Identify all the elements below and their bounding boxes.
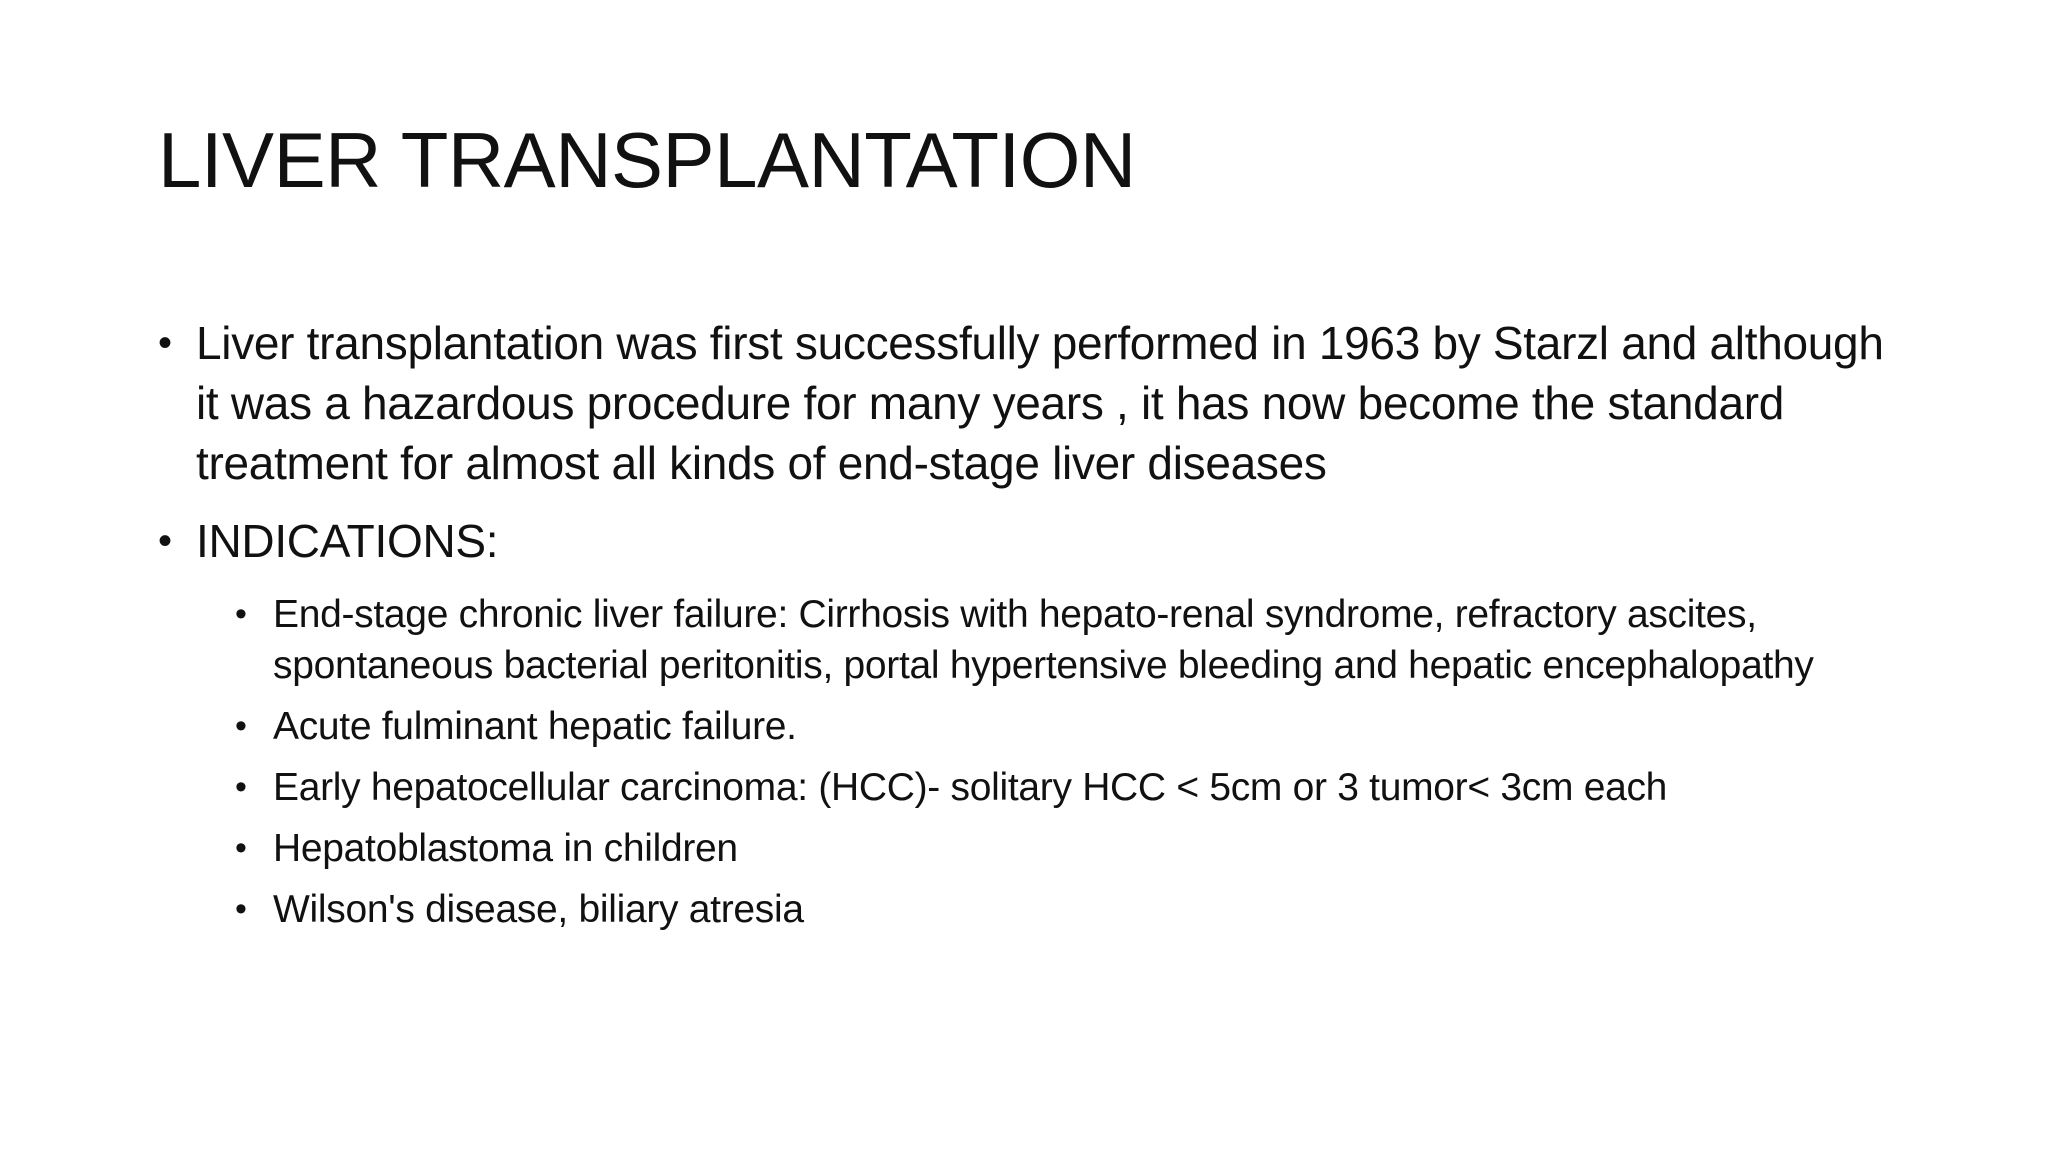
indication-item <box>158 823 1918 874</box>
indication-text: Hepatoblastoma in children <box>273 827 738 870</box>
bullet-dot-icon: • <box>235 829 247 867</box>
indication-item <box>158 884 1918 935</box>
indications-list <box>158 589 1918 935</box>
indication-item <box>158 762 1918 813</box>
bullet-dot-icon: • <box>235 707 247 745</box>
indication-text: Wilson's disease, biliary atresia <box>273 888 804 931</box>
bullet-indications <box>158 511 1918 571</box>
bullet-dot-icon: • <box>235 595 247 633</box>
bullet-text: Liver transplantation was first successfully performed in 1963 by Starzl and although it was a hazardous procedure for many years , it has now become the standard treatment for almost all kinds of end-stage liver diseases <box>196 317 1884 489</box>
indication-item <box>158 701 1918 752</box>
indication-text: End-stage chronic liver failure: Cirrhosis with hepato-renal syndrome, refractory ascites, spontaneous bacterial peritonitis, portal hypertensive bleeding and hepatic encephalopathy <box>273 593 1814 687</box>
bullet-dot-icon: • <box>235 890 247 928</box>
indication-text: Early hepatocellular carcinoma: (HCC)- solitary HCC < 5cm or 3 tumor< 3cm each <box>273 766 1668 809</box>
slide-body <box>158 313 1918 945</box>
bullet-dot-icon: • <box>158 519 172 563</box>
bullet-history <box>158 313 1918 493</box>
bullet-dot-icon: • <box>158 321 172 365</box>
bullet-dot-icon: • <box>235 768 247 806</box>
bullet-text: INDICATIONS: <box>196 515 499 567</box>
indication-item <box>158 589 1918 691</box>
slide-title: LIVER TRANSPLANTATION <box>158 116 1136 204</box>
indication-text: Acute fulminant hepatic failure. <box>273 705 797 748</box>
